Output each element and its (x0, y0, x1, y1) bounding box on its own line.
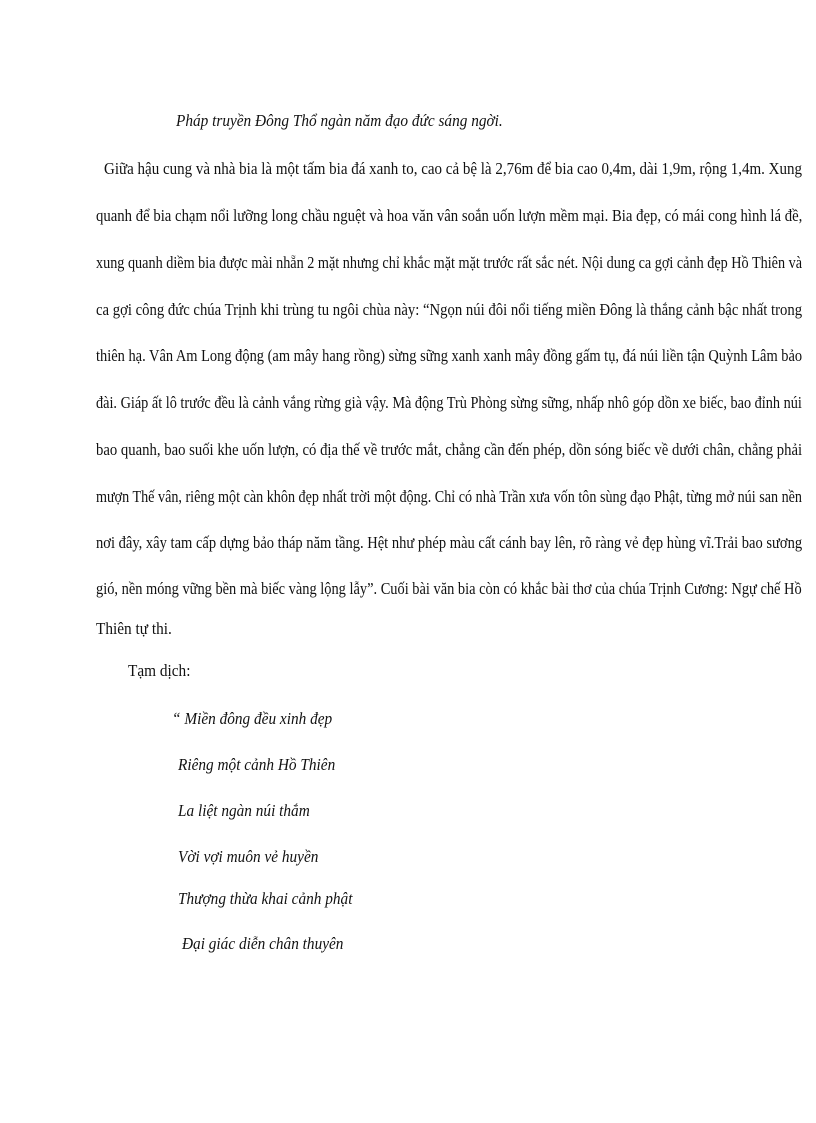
paragraph-line (96, 346, 802, 366)
paragraph-line-text: đài. Giáp ất lô trước đều là cảnh vắng rừng già vậy. Mà động Trù Phòng sừng sững, nhấp nhô góp dồn xe biếc, bao đỉnh núi (96, 393, 802, 412)
paragraph-line (96, 206, 802, 226)
translation-label: Tạm dịch: (128, 661, 191, 680)
paragraph-line (104, 159, 802, 179)
poem-line: Đại giác diễn chân thuyên (182, 934, 344, 953)
paragraph-line-text: Giữa hậu cung và nhà bia là một tấm bia đá xanh to, cao cả bệ là 2,76m để bia cao 0,4m, dài 1,9m, rộng 1,4m. Xung (104, 159, 802, 178)
poem-line: Riêng một cảnh Hồ Thiên (178, 755, 336, 774)
paragraph-line (96, 487, 802, 507)
paragraph-line-text: bao quanh, bao suối khe uốn lượn, có địa thế về trước mắt, chẳng cần đến phép, dồn sóng biếc về dưới chân, chẳng phải (96, 440, 803, 459)
paragraph-line (96, 440, 802, 460)
paragraph-line-last (96, 619, 802, 639)
paragraph-line-text: mượn Thế vân, riêng một càn khôn đẹp nhất trời một động. Chỉ có nhà Trần xưa vốn tôn sùng đạo Phật, từng mở núi san nền (96, 487, 803, 506)
poem-line: Thượng thừa khai cảnh phật (178, 889, 353, 908)
paragraph-line (96, 300, 802, 320)
paragraph-line (96, 253, 802, 273)
paragraph-line-text: nơi đây, xây tam cấp dựng bảo tháp năm tầng. Hệt như phép màu cất cánh bay lên, rõ ràng vẻ đẹp hùng vĩ.Trải bao sương (96, 533, 803, 552)
poem-line: La liệt ngàn núi thắm (178, 801, 310, 820)
paragraph-line-text: gió, nền móng vững bền mà biếc vàng lộng lẫy”. Cuối bài văn bia còn có khắc bài thơ của chúa Trịnh Cương: Ngự chế Hồ (96, 579, 802, 598)
poem-line: “ Miền đông đều xinh đẹp (172, 709, 333, 728)
poem-line: Vời vợi muôn vẻ huyền (178, 847, 319, 866)
paragraph-line (96, 579, 802, 599)
paragraph-line-text: Thiên tự thi. (96, 619, 172, 638)
intro-verse-line: Pháp truyền Đông Thổ ngàn năm đạo đức sáng ngời. (176, 111, 503, 130)
paragraph-line (96, 533, 802, 553)
paragraph-line-text: thiên hạ. Vân Am Long động (am mây hang rồng) sừng sững xanh xanh mây đồng gấm tụ, đá núi liền tận Quỳnh Lâm bảo (96, 346, 803, 365)
paragraph-line (96, 393, 802, 413)
paragraph-line-text: ca gợi công đức chúa Trịnh khi trùng tu ngôi chùa này: “Ngọn núi đôi nổi tiếng miền Đông là thắng cảnh bậc nhất trong (96, 300, 803, 319)
paragraph-line-text: quanh để bia chạm nổi lưỡng long chầu nguệt và hoa văn vân soắn uốn lượn mềm mại. Bia đẹp, có mái cong hình lá đề, (96, 206, 803, 225)
paragraph-line-text: xung quanh diềm bia được mài nhẵn 2 mặt nhưng chỉ khắc mặt mặt trước rất sắc nét. Nội dung ca gợi cảnh đẹp Hồ Thiên và (96, 253, 803, 272)
